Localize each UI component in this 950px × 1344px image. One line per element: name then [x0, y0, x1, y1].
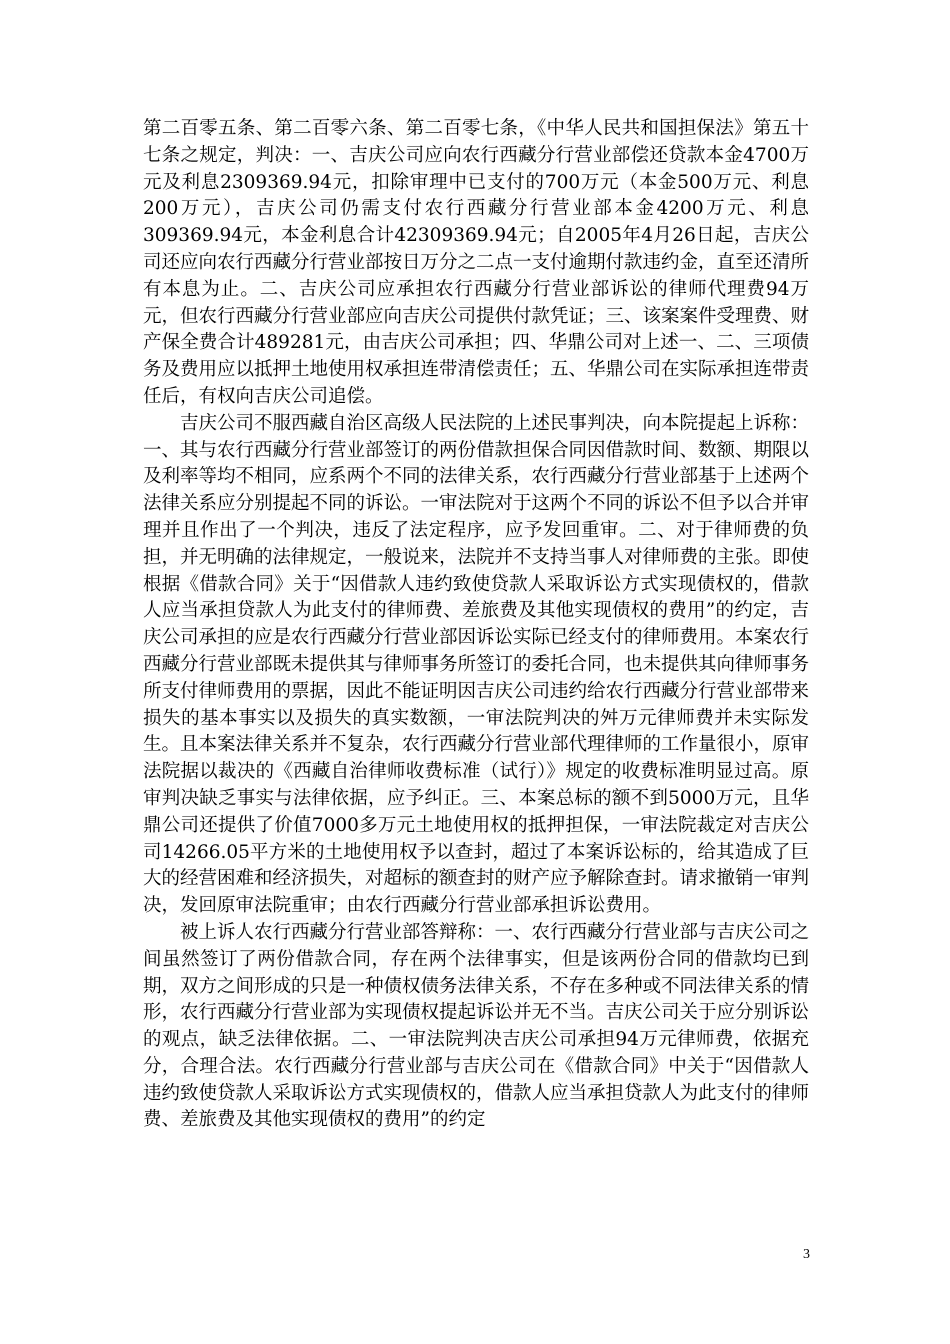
paragraph-appellant-claims: 吉庆公司不服西藏自治区高级人民法院的上述民事判决，向本院提起上诉称：一、其与农行西藏分行营业部签订的两份借款担保合同因借款时间、数额、期限以及利率等均不相同，应系两个不同的法律关系，农行西藏分行营业部基于上述两个法律关系应分别提起不同的诉讼。一审法院对于这两个不同的诉讼不但予以合并审理并且作出了一个判决，违反了法定程序，应予发回重审。二、对于律师费的负担，并无明确的法律规定，一般说来，法院并不支持当事人对律师费的主张。即使根据《借款合同》关于“因借款人违约致使贷款人采取诉讼方式实现债权的，借款人应当承担贷款人为此支付的律师费、差旅费及其他实现债权的费用”的约定，吉庆公司承担的应是农行西藏分行营业部因诉讼实际已经支付的律师费用。本案农行西藏分行营业部既未提供其与律师事务所签订的委托合同，也未提供其向律师事务所支付律师费用的票据，因此不能证明因吉庆公司违约给农行西藏分行营业部带来损失的基本事实以及损失的真实数额，一审法院判决的舛万元律师费并未实际发生。且本案法律关系并不复杂，农行西藏分行营业部代理律师的工作量很小，原审法院据以裁决的《西藏自治律师收费标准（试行）》规定的收费标准明显过高。原审判决缺乏事实与法律依据，应予纠正。三、本案总标的额不到5000万元，且华鼎公司还提供了价值7000多万元土地使用权的抵押担保，一审法院裁定对吉庆公司14266.05平方米的土地使用权予以查封，超过了本案诉讼标的，给其造成了巨大的经营困难和经济损失，对超标的额查封的财产应予解除查封。请求撤销一审判决，发回原审法院重审；由农行西藏分行营业部承担诉讼费用。: [143, 412, 810, 917]
document-body: [143, 116, 809, 1134]
paragraph-appellee-reply: 被上诉人农行西藏分行营业部答辩称：一、农行西藏分行营业部与吉庆公司之间虽然签订了两份借款合同，存在两个法律事实，但是该两份合同的借款均已到期，双方之间形成的只是一种债权债务法律关系，不存在多种或不同法律关系的情形，农行西藏分行营业部为实现债权提起诉讼并无不当。吉庆公司关于应分别诉讼的观点，缺乏法律依据。二、一审法院判决吉庆公司承担94万元律师费，依据充分，合理合法。农行西藏分行营业部与吉庆公司在《借款合同》中关于“因借款人违约致使贷款人采取诉讼方式实现债权的，借款人应当承担贷款人为此支付的律师费、差旅费及其他实现债权的费用”的约定: [143, 921, 810, 1131]
page-number: 3: [803, 1247, 810, 1262]
paragraph-judgment-items: 第二百零五条、第二百零六条、第二百零七条，《中华人民共和国担保法》第五十七条之规定，判决：一、吉庆公司应向农行西藏分行营业部偿还贷款本金4700万元及利息2309369.94元，扣除审理中已支付的700万元（本金500万元、利息200万元），吉庆公司仍需支付农行西藏分行营业部本金4200万元、利息309369.94元，本金利息合计42309369.94元；自2005年4月26日起，吉庆公司还应向农行西藏分行营业部按日万分之二点一支付逾期付款违约金，直至还清所有本息为止。二、吉庆公司应承担农行西藏分行营业部诉讼的律师代理费94万元，但农行西藏分行营业部应向吉庆公司提供付款凭证；三、该案案件受理费、财产保全费合计489281元，由吉庆公司承担；四、华鼎公司对上述一、二、三项债务及费用应以抵押土地使用权承担连带清偿责任；五、华鼎公司在实际承担连带责任后，有权向吉庆公司追偿。: [143, 118, 810, 407]
